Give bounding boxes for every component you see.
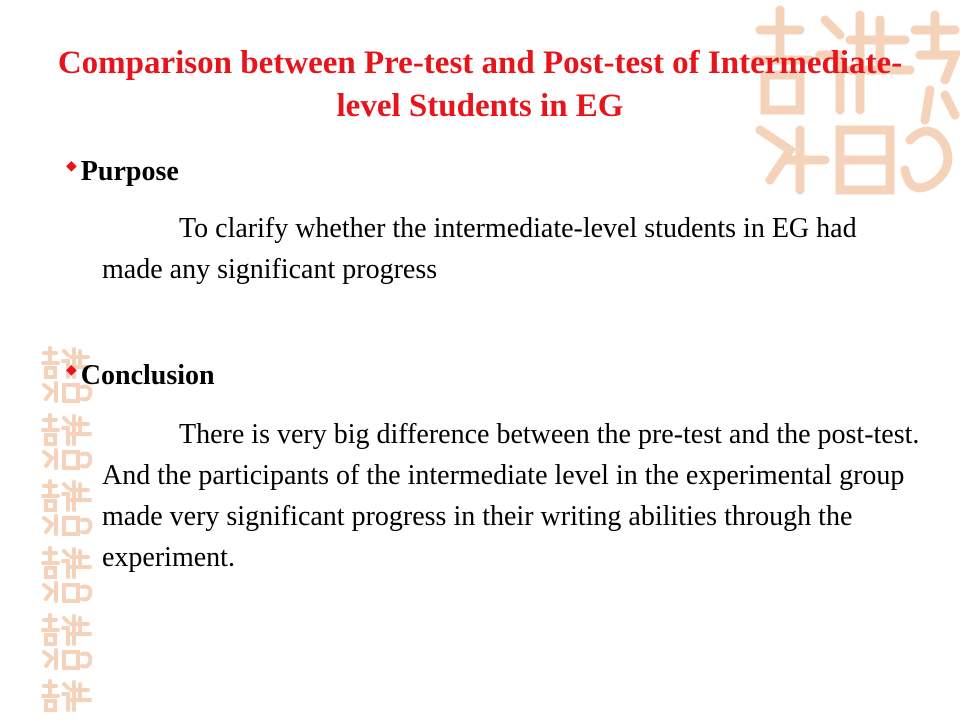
diamond-bullet-icon: ◆	[66, 362, 77, 378]
decorative-seal-icon	[38, 478, 96, 536]
section-heading-label: Conclusion	[80, 360, 215, 391]
decorative-seal-icon	[38, 678, 96, 720]
diamond-bullet-icon: ◆	[66, 158, 77, 174]
decorative-seal-icon	[38, 612, 96, 670]
section-body-purpose: To clarify whether the intermediate-level students in EG had made any significant progress	[102, 213, 857, 285]
section-heading-label: Purpose	[80, 156, 179, 187]
section-body-conclusion: There is very big difference between the pre-test and the post-test. And the participants of the intermediate level in the experimental group made very significant progress in their writing abilities through the experiment.	[102, 419, 920, 573]
section-heading-purpose	[66, 156, 179, 188]
slide-title: Comparison between Pre-test and Post-test of Intermediate-level Students in EG	[57, 45, 903, 124]
section-heading-conclusion	[66, 360, 215, 392]
decorative-seal-icon	[38, 412, 96, 470]
decorative-seal-icon	[38, 545, 96, 603]
